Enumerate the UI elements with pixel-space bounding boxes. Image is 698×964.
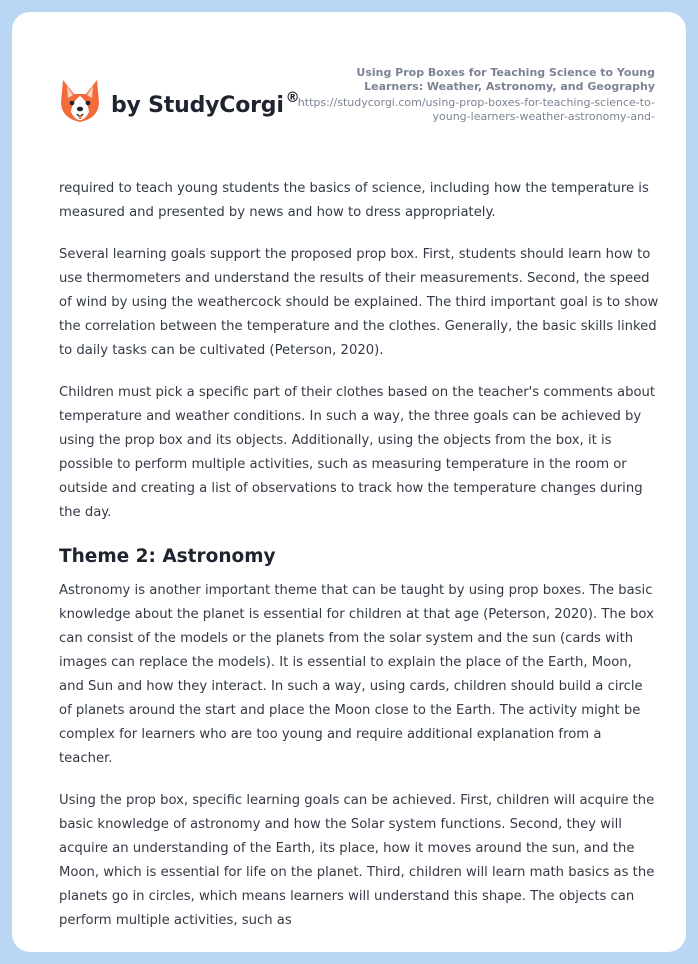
logo-text: by StudyCorgi ®: [111, 89, 300, 118]
section-heading: Theme 2: Astronomy: [59, 546, 276, 567]
paragraph: required to teach young students the basics of science, including how the temperature is measured and presented by news and how to dress appropriately.: [59, 181, 649, 220]
document-page: [12, 12, 686, 952]
page-header: [12, 12, 686, 152]
registered-mark: ®: [285, 89, 300, 106]
studycorgi-logo[interactable]: [59, 76, 299, 126]
paragraph: Using the prop box, specific learning goals can be achieved. First, children will acquire the basic knowledge of astronomy and how the Solar system functions. Second, they will acquire an understanding of the Earth, its place, how it moves around the sun, and the Moon, which is essential for life on the planet. Third, children will learn math basics as the planets go in circles, which means learners will understand this shape. The objects can perform multiple activities, such as: [59, 793, 655, 928]
paragraph: Several learning goals support the proposed prop box. First, students should learn how to use thermometers and understand the results of their measurements. Second, the speed of wind by using the weathercock should be explained. The third important goal is to show the correlation between the temperature and the clothes. Generally, the basic skills linked to daily tasks can be cultivated (Peterson, 2020).: [59, 247, 659, 358]
paragraph: Astronomy is another important theme that can be taught by using prop boxes. The basic knowledge about the planet is essential for children at that age (Peterson, 2020). The box can consist of the models or the planets from the solar system and the sun (cards with images can replace the models). It is essential to explain the place of the Earth, Moon, and Sun and how they interact. In such a way, using cards, children should build a circle of planets around the start and place the Moon close to the Earth. The activity might be complex for learners who are too young and require additional explanation from a teacher.: [59, 583, 654, 766]
source-info: [295, 66, 655, 124]
document-body: [59, 177, 659, 951]
source-url[interactable]: https://studycorgi.com/using-prop-boxes-for-teaching-science-to-young-learners-weather-astronomy-and-: [297, 96, 655, 123]
source-title: Using Prop Boxes for Teaching Science to Young Learners: Weather, Astronomy, and Geography: [356, 66, 655, 93]
paragraph: Children must pick a specific part of their clothes based on the teacher's comments about temperature and weather conditions. In such a way, the three goals can be achieved by using the prop box and its objects. Additionally, using the objects from the box, it is possible to perform multiple activities, such as measuring temperature in the room or outside and creating a list of observations to track how the temperature changes during the day.: [59, 385, 656, 520]
corgi-icon: [59, 78, 101, 124]
